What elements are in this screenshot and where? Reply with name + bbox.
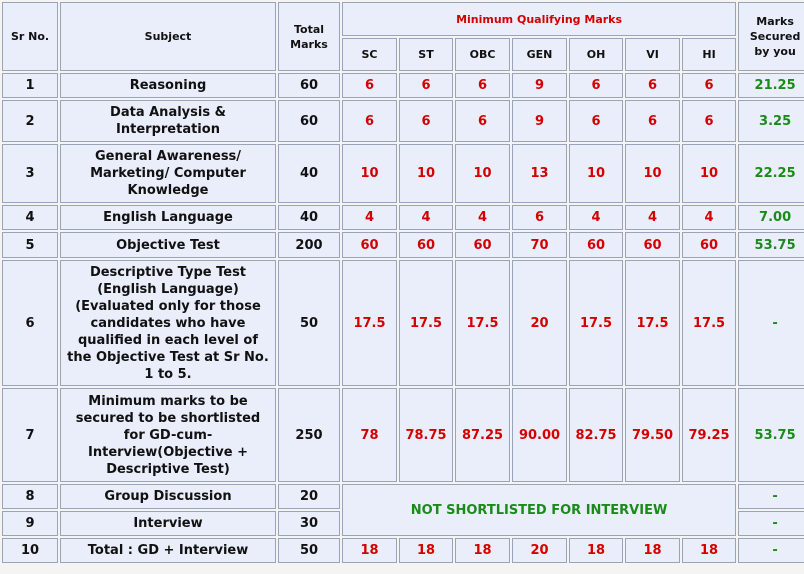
- marks-secured-cell: -: [738, 538, 804, 563]
- table-row: [2, 100, 804, 142]
- qualifying-mark-cell: 9: [512, 73, 567, 98]
- qualifying-mark-cell: 10: [455, 144, 510, 203]
- qualifying-mark-cell: 10: [342, 144, 397, 203]
- qualifying-mark-cell: 6: [569, 100, 623, 142]
- qualifying-mark-cell: 10: [399, 144, 453, 203]
- qualifying-mark-cell: 78: [342, 388, 397, 482]
- qualifying-mark-cell: 4: [399, 205, 453, 230]
- total-marks-cell: 60: [278, 100, 340, 142]
- qualifying-mark-cell: 87.25: [455, 388, 510, 482]
- subject-cell: Group Discussion: [60, 484, 276, 509]
- table-row: [2, 144, 804, 203]
- sr-no-cell: 6: [2, 260, 58, 386]
- qualifying-mark-cell: 6: [569, 73, 623, 98]
- qualifying-mark-cell: 6: [682, 100, 736, 142]
- qualifying-mark-cell: 4: [342, 205, 397, 230]
- qualifying-mark-cell: 17.5: [342, 260, 397, 386]
- sr-no-cell: 3: [2, 144, 58, 203]
- qualifying-mark-cell: 6: [399, 73, 453, 98]
- subject-cell: Reasoning: [60, 73, 276, 98]
- qualifying-mark-cell: 18: [342, 538, 397, 563]
- qualifying-mark-cell: 6: [455, 100, 510, 142]
- qualifying-mark-cell: 79.25: [682, 388, 736, 482]
- qualifying-mark-cell: 17.5: [682, 260, 736, 386]
- qualifying-mark-cell: 4: [682, 205, 736, 230]
- total-marks-cell: 50: [278, 538, 340, 563]
- qualifying-mark-cell: 60: [342, 232, 397, 258]
- marks-secured-header: Marks Secured by you: [738, 2, 804, 71]
- sr-no-cell: 7: [2, 388, 58, 482]
- qualifying-mark-cell: 20: [512, 538, 567, 563]
- qualifying-mark-cell: 20: [512, 260, 567, 386]
- qualifying-mark-cell: 6: [625, 73, 680, 98]
- subject-cell: Objective Test: [60, 232, 276, 258]
- qualifying-mark-cell: 18: [625, 538, 680, 563]
- category-header: OBC: [455, 38, 510, 71]
- category-header: OH: [569, 38, 623, 71]
- category-header: HI: [682, 38, 736, 71]
- total-marks-cell: 20: [278, 484, 340, 509]
- table-row: [2, 538, 804, 563]
- qualifying-mark-cell: 18: [455, 538, 510, 563]
- subject-cell: English Language: [60, 205, 276, 230]
- subject-cell: Total : GD + Interview: [60, 538, 276, 563]
- marks-secured-cell: 53.75: [738, 232, 804, 258]
- qualifying-mark-cell: 6: [399, 100, 453, 142]
- qualifying-mark-cell: 6: [342, 100, 397, 142]
- qualifying-mark-cell: 82.75: [569, 388, 623, 482]
- category-header: ST: [399, 38, 453, 71]
- table-row: [2, 205, 804, 230]
- marks-secured-cell: 7.00: [738, 205, 804, 230]
- sr-no-cell: 1: [2, 73, 58, 98]
- sr-no-cell: 2: [2, 100, 58, 142]
- marks-secured-cell: 53.75: [738, 388, 804, 482]
- qualifying-mark-cell: 13: [512, 144, 567, 203]
- marks-secured-cell: 21.25: [738, 73, 804, 98]
- qualifying-mark-cell: 4: [455, 205, 510, 230]
- qualifying-mark-cell: 6: [342, 73, 397, 98]
- qualifying-mark-cell: 4: [569, 205, 623, 230]
- qualifying-mark-cell: 10: [569, 144, 623, 203]
- qualifying-mark-cell: 90.00: [512, 388, 567, 482]
- qualifying-mark-cell: 60: [569, 232, 623, 258]
- qualifying-mark-cell: 6: [512, 205, 567, 230]
- sr-no-cell: 9: [2, 511, 58, 536]
- table-row: [2, 260, 804, 386]
- total-marks-cell: 200: [278, 232, 340, 258]
- table-row: [2, 484, 804, 509]
- sr-no-cell: 10: [2, 538, 58, 563]
- marks-secured-cell: 22.25: [738, 144, 804, 203]
- subject-cell: Descriptive Type Test (English Language) (Evaluated only for those candidates who have qualified in each level of the Objective Test at Sr No. 1 to 5.: [60, 260, 276, 386]
- table-row: [2, 73, 804, 98]
- sr-no-header: Sr No.: [2, 2, 58, 71]
- qualifying-mark-cell: 17.5: [625, 260, 680, 386]
- total-marks-header: Total Marks: [278, 2, 340, 71]
- qualifying-mark-cell: 60: [625, 232, 680, 258]
- total-marks-cell: 40: [278, 144, 340, 203]
- qualifying-mark-cell: 17.5: [399, 260, 453, 386]
- total-marks-cell: 250: [278, 388, 340, 482]
- header-row-top: [2, 2, 804, 36]
- qualifying-mark-cell: 18: [399, 538, 453, 563]
- marks-secured-cell: -: [738, 260, 804, 386]
- qualifying-mark-cell: 60: [399, 232, 453, 258]
- subject-cell: Data Analysis & Interpretation: [60, 100, 276, 142]
- total-marks-cell: 50: [278, 260, 340, 386]
- qualifying-mark-cell: 10: [625, 144, 680, 203]
- qualifying-mark-cell: 78.75: [399, 388, 453, 482]
- sr-no-cell: 8: [2, 484, 58, 509]
- qualifying-mark-cell: 60: [455, 232, 510, 258]
- qualifying-mark-cell: 9: [512, 100, 567, 142]
- table-row: [2, 232, 804, 258]
- subject-cell: General Awareness/ Marketing/ Computer Knowledge: [60, 144, 276, 203]
- qualifying-mark-cell: 4: [625, 205, 680, 230]
- sr-no-cell: 4: [2, 205, 58, 230]
- qualifying-mark-cell: 6: [455, 73, 510, 98]
- qualifying-mark-cell: 17.5: [455, 260, 510, 386]
- marks-secured-cell: 3.25: [738, 100, 804, 142]
- qualifying-mark-cell: 6: [625, 100, 680, 142]
- subject-cell: Minimum marks to be secured to be shortlisted for GD-cum-Interview(Objective + Descriptive Test): [60, 388, 276, 482]
- total-marks-cell: 30: [278, 511, 340, 536]
- category-header: GEN: [512, 38, 567, 71]
- total-marks-cell: 60: [278, 73, 340, 98]
- subject-cell: Interview: [60, 511, 276, 536]
- qualifying-mark-cell: 18: [682, 538, 736, 563]
- qualifying-mark-cell: 60: [682, 232, 736, 258]
- qualifying-mark-cell: 79.50: [625, 388, 680, 482]
- category-header: VI: [625, 38, 680, 71]
- qualifying-mark-cell: 18: [569, 538, 623, 563]
- qualifying-mark-cell: 6: [682, 73, 736, 98]
- marks-secured-cell: -: [738, 484, 804, 509]
- not-shortlisted-message: NOT SHORTLISTED FOR INTERVIEW: [342, 484, 736, 536]
- qualifying-mark-cell: 10: [682, 144, 736, 203]
- sr-no-cell: 5: [2, 232, 58, 258]
- min-qualifying-marks-header: Minimum Qualifying Marks: [342, 2, 736, 36]
- category-header: SC: [342, 38, 397, 71]
- marks-secured-cell: -: [738, 511, 804, 536]
- qualifying-mark-cell: 70: [512, 232, 567, 258]
- subject-header: Subject: [60, 2, 276, 71]
- table-row: [2, 388, 804, 482]
- total-marks-cell: 40: [278, 205, 340, 230]
- qualifying-mark-cell: 17.5: [569, 260, 623, 386]
